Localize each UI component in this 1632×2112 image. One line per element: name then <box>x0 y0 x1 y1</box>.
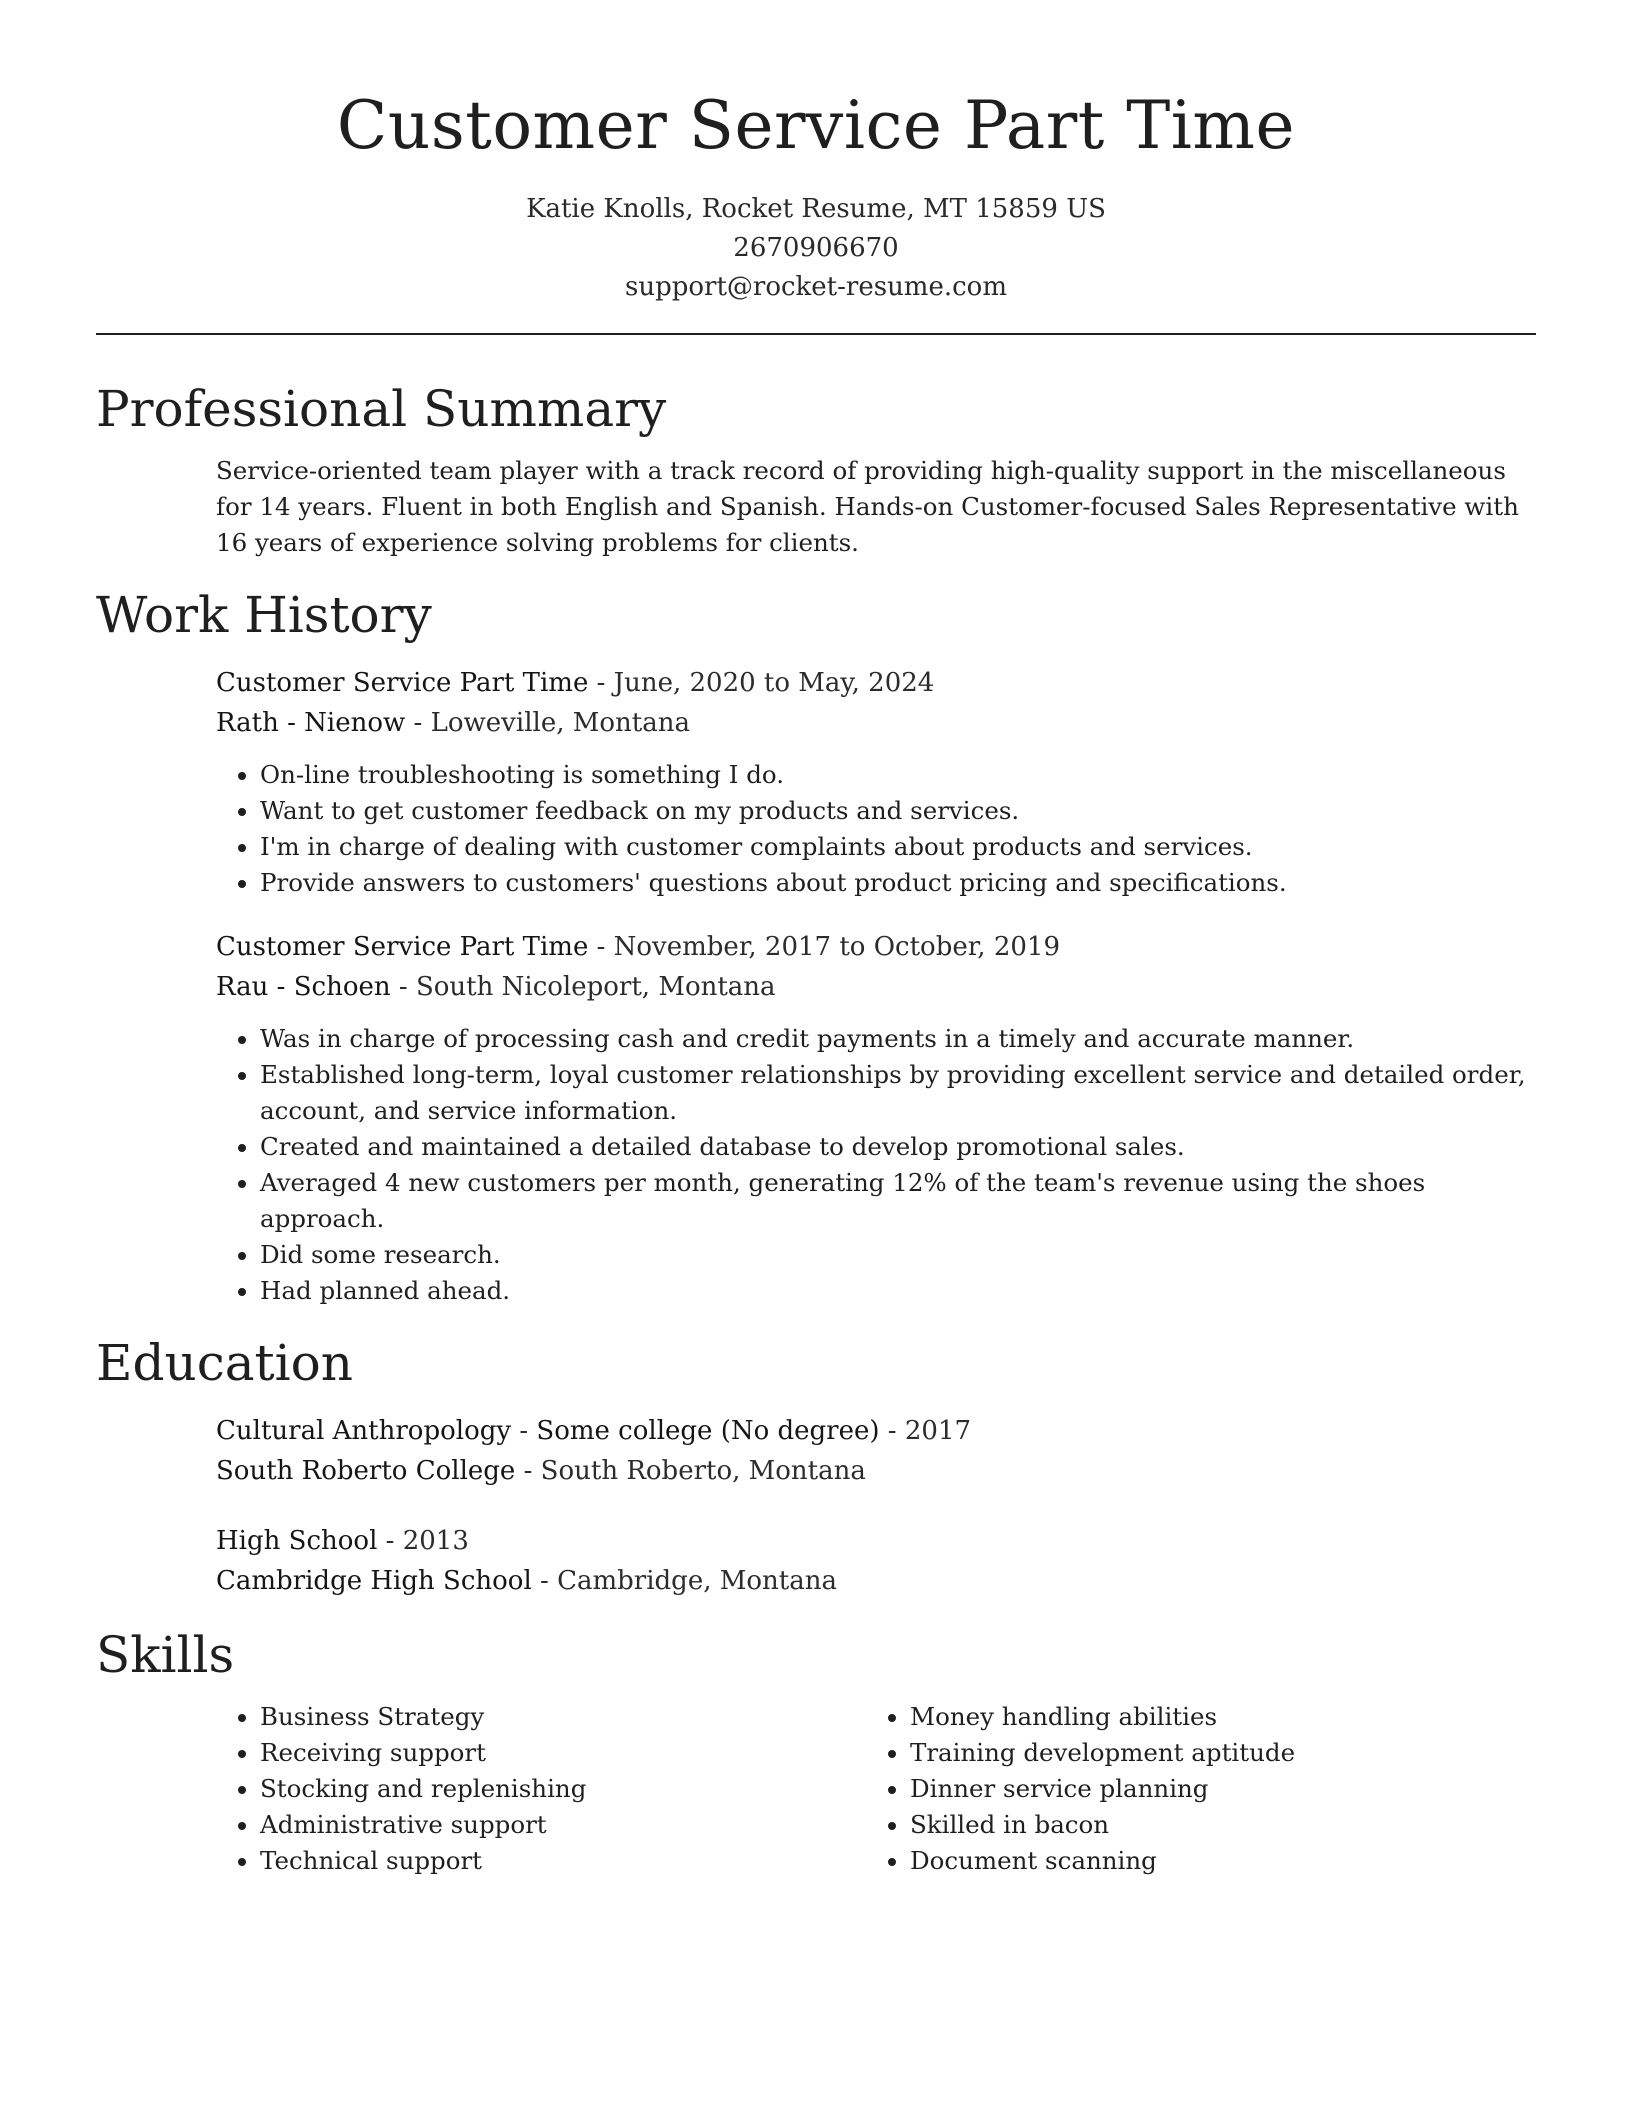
education-section <box>96 1331 1536 1601</box>
job-entry <box>216 663 1536 901</box>
job-company-line <box>216 967 1536 1007</box>
skill-item: • Money handling abilities <box>910 1699 1516 1735</box>
summary-text: Service-oriented team player with a track record of providing high-quality support in the miscellaneous for 14 years. Fluent in both English and Spanish. Hands-on Customer-focused Sales Representative with 16 years of experience solving problems for clients. <box>216 456 1519 557</box>
job-bullet: • Created and maintained a detailed database to develop promotional sales. <box>260 1129 1536 1165</box>
skill-item: • Administrative support <box>260 1807 866 1843</box>
skill-item: • Stocking and replenishing <box>260 1771 866 1807</box>
education-field: Cultural Anthropology <box>216 1416 512 1446</box>
summary-heading: Professional Summary <box>96 380 667 438</box>
job-bullet: • Had planned ahead. <box>260 1273 1536 1309</box>
job-company: Rath - Nienow <box>216 708 406 738</box>
skill-item: • Training development aptitude <box>910 1735 1516 1771</box>
separator: - <box>511 1416 537 1446</box>
skills-section <box>96 1623 1536 1879</box>
work-history-heading: Work History <box>96 586 432 644</box>
education-entry <box>216 1521 1536 1601</box>
education-degree: Some college (No degree) <box>536 1416 880 1446</box>
header-divider <box>96 333 1536 335</box>
job-company-line <box>216 703 1536 743</box>
separator: - <box>405 708 431 738</box>
education-degree-line <box>216 1411 1536 1451</box>
skills-heading: Skills <box>96 1626 235 1684</box>
skills-list-left <box>216 1699 866 1879</box>
job-bullet: • Established long-term, loyal customer relationships by providing excellent service and detailed order, account, and service information. <box>260 1057 1536 1129</box>
contact-phone: 2670906670 <box>733 233 899 263</box>
job-bullet: • Did some research. <box>260 1237 1536 1273</box>
job-title-line <box>216 927 1536 967</box>
resume-title: Customer Service Part Time <box>336 87 1296 164</box>
separator: - <box>588 932 614 962</box>
job-company: Rau - Schoen <box>216 972 391 1002</box>
education-year: 2013 <box>402 1526 469 1556</box>
contact-address: Katie Knolls, Rocket Resume, MT 15859 US <box>526 194 1106 224</box>
job-title: Customer Service Part Time <box>216 668 589 698</box>
education-location: Cambridge, Montana <box>557 1566 837 1596</box>
separator: - <box>515 1456 541 1486</box>
skills-columns <box>216 1699 1536 1879</box>
skill-item: • Document scanning <box>910 1843 1516 1879</box>
job-bullet: • I'm in charge of dealing with customer complaints about products and services. <box>260 829 1536 865</box>
job-bullet: • Want to get customer feedback on my products and services. <box>260 793 1536 829</box>
skill-item: • Technical support <box>260 1843 866 1879</box>
education-school: South Roberto College <box>216 1456 516 1486</box>
job-title-line <box>216 663 1536 703</box>
job-dates: June, 2020 to May, 2024 <box>613 668 935 698</box>
skills-list-right <box>866 1699 1516 1879</box>
contact-email: support@rocket-resume.com <box>624 272 1007 302</box>
skill-item: • Skilled in bacon <box>910 1807 1516 1843</box>
education-year: 2017 <box>904 1416 972 1446</box>
separator: - <box>531 1566 558 1596</box>
job-bullets <box>216 1021 1536 1309</box>
education-field: High School <box>216 1526 378 1556</box>
education-school-line <box>216 1561 1536 1601</box>
resume-header <box>96 0 1536 307</box>
separator: - <box>390 972 416 1002</box>
job-title: Customer Service Part Time <box>216 932 589 962</box>
job-location: Loweville, Montana <box>430 708 690 738</box>
skill-item: • Receiving support <box>260 1735 866 1771</box>
education-school-line <box>216 1451 1536 1491</box>
skill-item: • Business Strategy <box>260 1699 866 1735</box>
job-location: South Nicoleport, Montana <box>415 972 776 1002</box>
job-dates: November, 2017 to October, 2019 <box>613 932 1060 962</box>
job-bullets <box>216 757 1536 901</box>
education-degree-line <box>216 1521 1536 1561</box>
job-bullet: • Averaged 4 new customers per month, generating 12% of the team's revenue using the shoes approach. <box>260 1165 1536 1237</box>
education-school: Cambridge High School <box>216 1566 532 1596</box>
resume-page <box>96 0 1536 1879</box>
job-bullet: • Provide answers to customers' questions about product pricing and specifications. <box>260 865 1536 901</box>
education-entry <box>216 1411 1536 1491</box>
separator: - <box>588 668 614 698</box>
education-location: South Roberto, Montana <box>540 1456 866 1486</box>
contact-block <box>96 190 1536 307</box>
skill-item: • Dinner service planning <box>910 1771 1516 1807</box>
job-bullet: • Was in charge of processing cash and credit payments in a timely and accurate manner. <box>260 1021 1536 1057</box>
job-entry <box>216 927 1536 1309</box>
work-history-section <box>96 583 1536 1309</box>
separator: - <box>377 1526 403 1556</box>
separator: - <box>879 1416 905 1446</box>
summary-section <box>96 377 1536 561</box>
education-heading: Education <box>96 1334 353 1392</box>
job-bullet: • On-line troubleshooting is something I do. <box>260 757 1536 793</box>
